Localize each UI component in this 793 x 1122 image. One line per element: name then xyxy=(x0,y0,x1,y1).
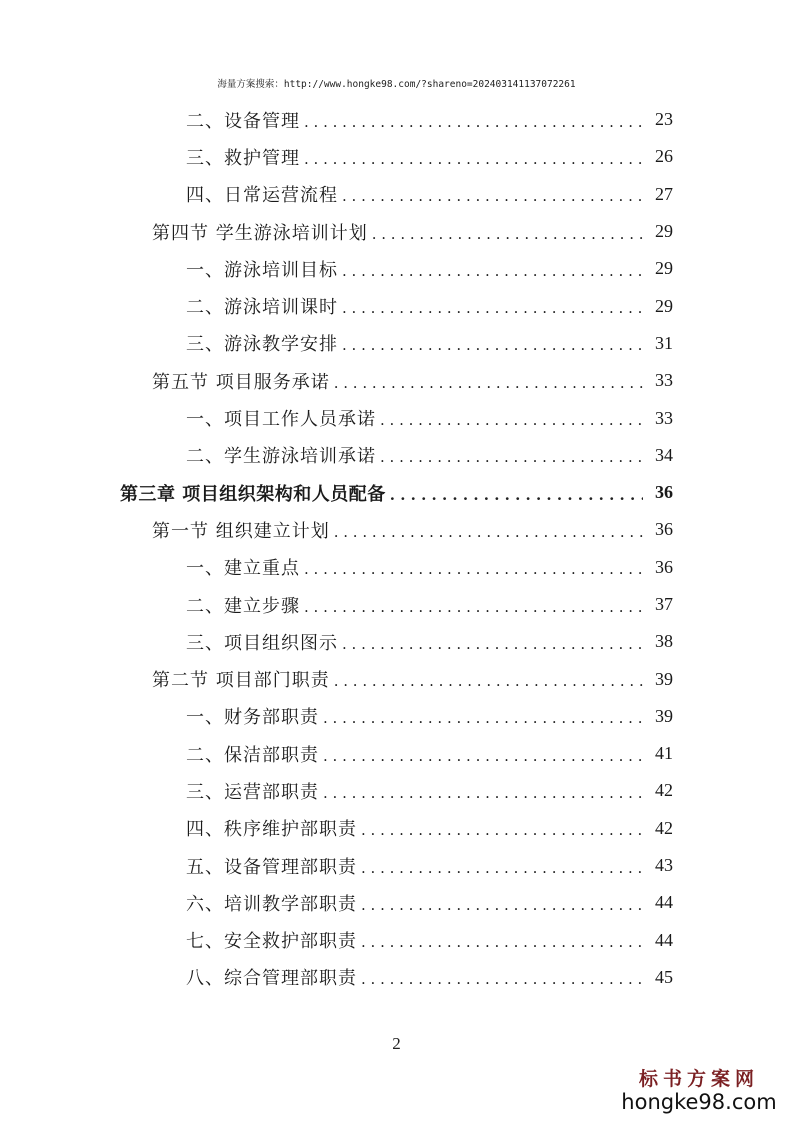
toc-entry-line xyxy=(186,442,673,468)
toc-entry-label: 一、建立重点 xyxy=(186,558,300,580)
watermark-logo xyxy=(619,1068,779,1114)
toc-dot-leader xyxy=(361,896,643,914)
toc-entry-label: 三、游泳教学安排 xyxy=(186,334,338,356)
toc-dot-leader xyxy=(323,784,643,802)
toc-entry-page: 44 xyxy=(655,929,673,950)
toc-entry-line xyxy=(186,741,673,767)
toc-entry[interactable] xyxy=(0,772,793,809)
toc-entry-line xyxy=(120,480,673,506)
toc-entry-page: 38 xyxy=(655,631,673,652)
toc-entry-line xyxy=(186,256,673,282)
toc-entry-label: 八、综合管理部职责 xyxy=(186,968,357,990)
toc-entry[interactable] xyxy=(0,735,793,772)
toc-entry[interactable] xyxy=(0,660,793,697)
toc-entry[interactable] xyxy=(0,213,793,250)
toc-entry-label: 三、项目组织图示 xyxy=(186,632,338,654)
toc-entry-page: 29 xyxy=(655,258,673,279)
toc-entry-page: 26 xyxy=(655,146,673,167)
toc-dot-leader xyxy=(304,113,643,131)
toc-dot-leader xyxy=(342,299,643,317)
toc-entry-page: 36 xyxy=(655,556,673,577)
toc-entry[interactable] xyxy=(0,437,793,474)
toc-entry-line xyxy=(186,144,673,170)
toc-entry-label: 第五节 项目服务承诺 xyxy=(152,371,330,393)
toc-entry-line xyxy=(186,853,673,879)
toc-entry-label: 一、游泳培训目标 xyxy=(186,259,338,281)
toc-entry-label: 四、秩序维护部职责 xyxy=(186,819,357,841)
toc-entry-page: 42 xyxy=(655,817,673,838)
toc-entry[interactable] xyxy=(0,698,793,735)
toc-entry-label: 二、学生游泳培训承诺 xyxy=(186,446,376,468)
toc-entry-page: 27 xyxy=(655,183,673,204)
toc-dot-leader xyxy=(334,523,643,541)
toc-dot-leader xyxy=(342,262,643,280)
toc-dot-leader xyxy=(334,374,643,392)
toc-entry[interactable] xyxy=(0,399,793,436)
toc-dot-leader xyxy=(372,225,643,243)
toc-entry-line xyxy=(186,554,673,580)
page-number: 2 xyxy=(392,1034,401,1053)
toc-entry-line xyxy=(186,964,673,990)
toc-entry-line xyxy=(152,368,673,394)
toc-entry-label: 第二节 项目部门职责 xyxy=(152,670,330,692)
toc-entry-page: 33 xyxy=(655,370,673,391)
toc-entry[interactable] xyxy=(0,325,793,362)
toc-entry-line xyxy=(186,815,673,841)
toc-entry-label: 五、设备管理部职责 xyxy=(186,856,357,878)
toc-entry-line xyxy=(186,927,673,953)
toc-entry-page: 41 xyxy=(655,743,673,764)
toc-entry-label: 第四节 学生游泳培训计划 xyxy=(152,222,368,244)
toc-entry-page: 29 xyxy=(655,295,673,316)
toc-entry-page: 39 xyxy=(655,668,673,689)
toc-entry-label: 一、财务部职责 xyxy=(186,707,319,729)
toc-entry-label: 一、项目工作人员承诺 xyxy=(186,409,376,431)
toc-dot-leader xyxy=(380,448,643,466)
toc-entry[interactable] xyxy=(0,586,793,623)
toc-entry-line xyxy=(152,219,673,245)
toc-dot-leader xyxy=(361,933,643,951)
toc-entry-label: 六、培训教学部职责 xyxy=(186,893,357,915)
toc-entry-line xyxy=(186,293,673,319)
toc-entry-line xyxy=(186,890,673,916)
toc-entry[interactable] xyxy=(0,362,793,399)
toc-entry-page: 36 xyxy=(655,519,673,540)
toc-dot-leader xyxy=(361,859,643,877)
toc-entry-line xyxy=(152,517,673,543)
toc-entry-label: 二、保洁部职责 xyxy=(186,744,319,766)
toc-dot-leader xyxy=(361,821,643,839)
toc-entry[interactable] xyxy=(0,623,793,660)
toc-entry-page: 23 xyxy=(655,109,673,130)
toc-entry-page: 31 xyxy=(655,332,673,353)
toc-entry[interactable] xyxy=(0,138,793,175)
toc-entry-page: 43 xyxy=(655,855,673,876)
toc-dot-leader xyxy=(323,709,643,727)
toc-entry-line xyxy=(152,666,673,692)
toc-entry-line xyxy=(186,330,673,356)
toc-entry-line xyxy=(186,181,673,207)
toc-dot-leader xyxy=(342,635,643,653)
toc-entry-label: 三、运营部职责 xyxy=(186,781,319,803)
toc-entry-page: 45 xyxy=(655,966,673,987)
table-of-contents xyxy=(0,101,793,996)
toc-entry-page: 37 xyxy=(655,594,673,614)
toc-entry[interactable] xyxy=(0,250,793,287)
toc-entry-line xyxy=(186,592,673,618)
toc-entry-page: 44 xyxy=(655,892,673,913)
toc-dot-leader xyxy=(304,150,643,168)
toc-dot-leader xyxy=(342,187,643,205)
toc-entry[interactable] xyxy=(0,884,793,921)
toc-entry-label: 四、日常运营流程 xyxy=(186,185,338,207)
toc-entry[interactable] xyxy=(0,101,793,138)
toc-entry-line xyxy=(186,703,673,729)
toc-entry-label: 第三章 项目组织架构和人员配备 xyxy=(120,483,386,505)
toc-entry-line xyxy=(186,629,673,655)
toc-dot-leader xyxy=(323,747,643,765)
toc-entry-label: 二、设备管理 xyxy=(186,110,300,132)
toc-dot-leader xyxy=(380,411,643,429)
toc-entry-page: 29 xyxy=(655,221,673,242)
toc-entry[interactable] xyxy=(0,287,793,324)
toc-dot-leader xyxy=(361,970,643,988)
watermark-url: hongke98.com xyxy=(621,1090,777,1114)
toc-entry[interactable] xyxy=(0,959,793,996)
toc-entry-label: 第一节 组织建立计划 xyxy=(152,520,330,542)
toc-entry[interactable] xyxy=(0,810,793,847)
toc-entry-page: 42 xyxy=(655,780,673,801)
toc-entry[interactable] xyxy=(0,511,793,548)
toc-entry-page: 36 xyxy=(655,482,673,503)
watermark-brand-text: 标书方案网 xyxy=(638,1068,759,1090)
toc-entry-line xyxy=(186,778,673,804)
toc-entry-label: 二、建立步骤 xyxy=(186,595,300,617)
toc-entry-page: 34 xyxy=(655,444,673,465)
toc-dot-leader xyxy=(334,672,643,690)
toc-entry-page: 39 xyxy=(655,705,673,726)
toc-dot-leader xyxy=(304,598,643,616)
toc-entry[interactable] xyxy=(0,474,793,511)
toc-dot-leader xyxy=(304,560,643,578)
toc-entry-label: 三、救护管理 xyxy=(186,147,300,169)
toc-dot-leader xyxy=(342,336,643,354)
toc-entry-line xyxy=(186,107,673,133)
toc-entry[interactable] xyxy=(0,922,793,959)
toc-dot-leader xyxy=(390,486,643,504)
toc-entry[interactable] xyxy=(0,176,793,213)
toc-entry[interactable] xyxy=(0,549,793,586)
toc-entry-page: 33 xyxy=(655,407,673,428)
header-search-link[interactable]: 海量方案搜索：http://www.hongke98.com/?shareno=202403141137072261 xyxy=(217,79,576,90)
toc-entry-label: 二、游泳培训课时 xyxy=(186,297,338,319)
toc-entry-label: 七、安全救护部职责 xyxy=(186,931,357,953)
toc-entry-line xyxy=(186,405,673,431)
toc-entry[interactable] xyxy=(0,847,793,884)
